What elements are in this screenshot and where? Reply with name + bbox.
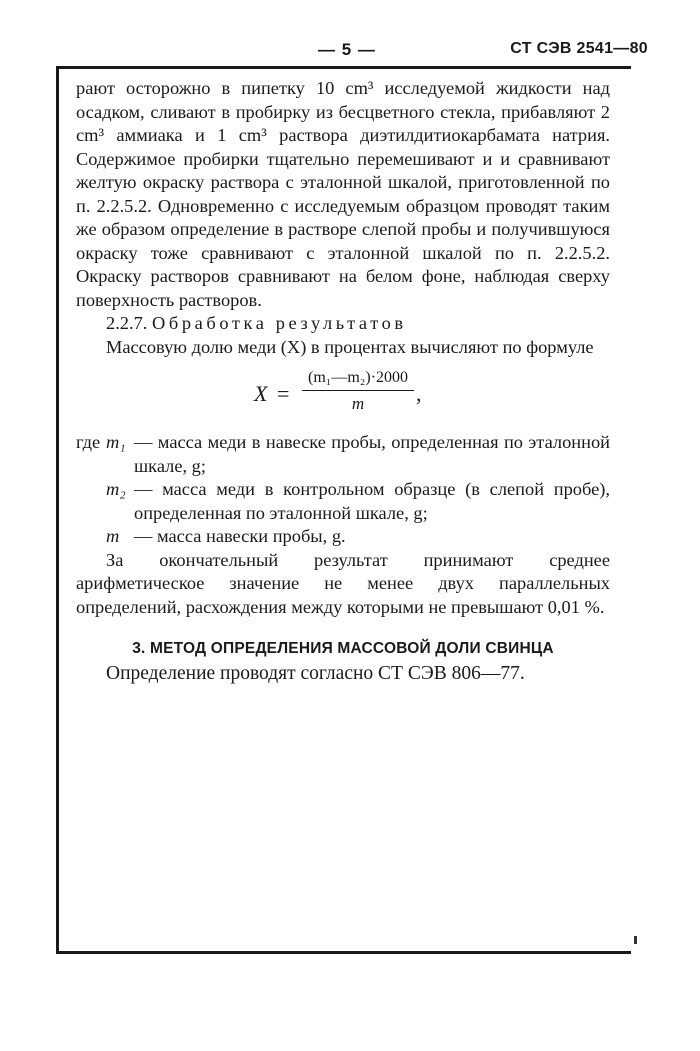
page-number: — 5 — (318, 40, 376, 59)
definition-symbol: m₁ (106, 432, 126, 452)
definition-text: — масса меди в навеске пробы, определенная по эталонной шкале, g; (134, 432, 610, 476)
definitions-list (76, 431, 610, 549)
paragraph-result: За окончательный результат принимают среднее арифметическое значение не менее двух параллельных определений, расхождения между которыми не превышают 0,01 %. (76, 549, 610, 617)
definitions-where: где (76, 432, 101, 452)
formula-comma: , (416, 381, 422, 406)
definition-item (76, 525, 610, 549)
definition-symbol: m (106, 526, 120, 546)
definition-text: — масса меди в контрольном образце (в слепой пробе), определенная по эталонной шкале, g; (134, 479, 610, 523)
margin-mark (634, 936, 637, 944)
formula-equals: = (277, 381, 290, 406)
section-heading: 3. МЕТОД ОПРЕДЕЛЕНИЯ МАССОВОЙ ДОЛИ СВИНЦА (132, 640, 554, 657)
definition-item (76, 478, 610, 525)
paragraph-procedure: рают осторожно в пипетку 10 cm³ исследуемой жидкости над осадком, сливают в пробирку из бесцветного стекла, прибавляют 2 cm³ аммиака и 1 cm³ раствора диэтилдитиокарбамата натрия. Содержимое пробирки тщательно перемешивают и и сравнивают желтую окраску раствора с эталонной шкалой, приготовленной по п. 2.2.5.2. Одновременно с исследуемым образцом проводят таким же образом определение в растворе слепой пробы и получившуюся окраску тоже сравнивают с эталонной шкалой по п. 2.2.5.2. Окраску растворов сравнивают на белом фоне, наблюдая сверху поверхность растворов. (76, 78, 610, 310)
page-header (0, 40, 700, 64)
subsection-heading (76, 312, 610, 336)
formula-fraction (302, 367, 414, 415)
formula-intro: Массовую долю меди (X) в процентах вычисляют по формуле (106, 336, 594, 357)
subsection-number: 2.2.7. (106, 313, 148, 333)
definition-symbol: m₂ (106, 479, 126, 499)
definition-text: — масса навески пробы, g. (134, 526, 346, 546)
definition-item (76, 431, 610, 478)
formula-numerator: (m₁—m₂)·2000 (307, 369, 409, 386)
section-body: Определение проводят согласно СТ СЭВ 806—77. (106, 662, 525, 684)
document-body (76, 77, 610, 686)
formula (76, 365, 610, 427)
standard-code: СТ СЭВ 2541—80 (510, 40, 648, 57)
fraction-bar (302, 390, 414, 391)
formula-denominator: m (351, 394, 365, 413)
subsection-title: Обработка результатов (152, 313, 407, 333)
formula-lhs: X (254, 381, 268, 406)
